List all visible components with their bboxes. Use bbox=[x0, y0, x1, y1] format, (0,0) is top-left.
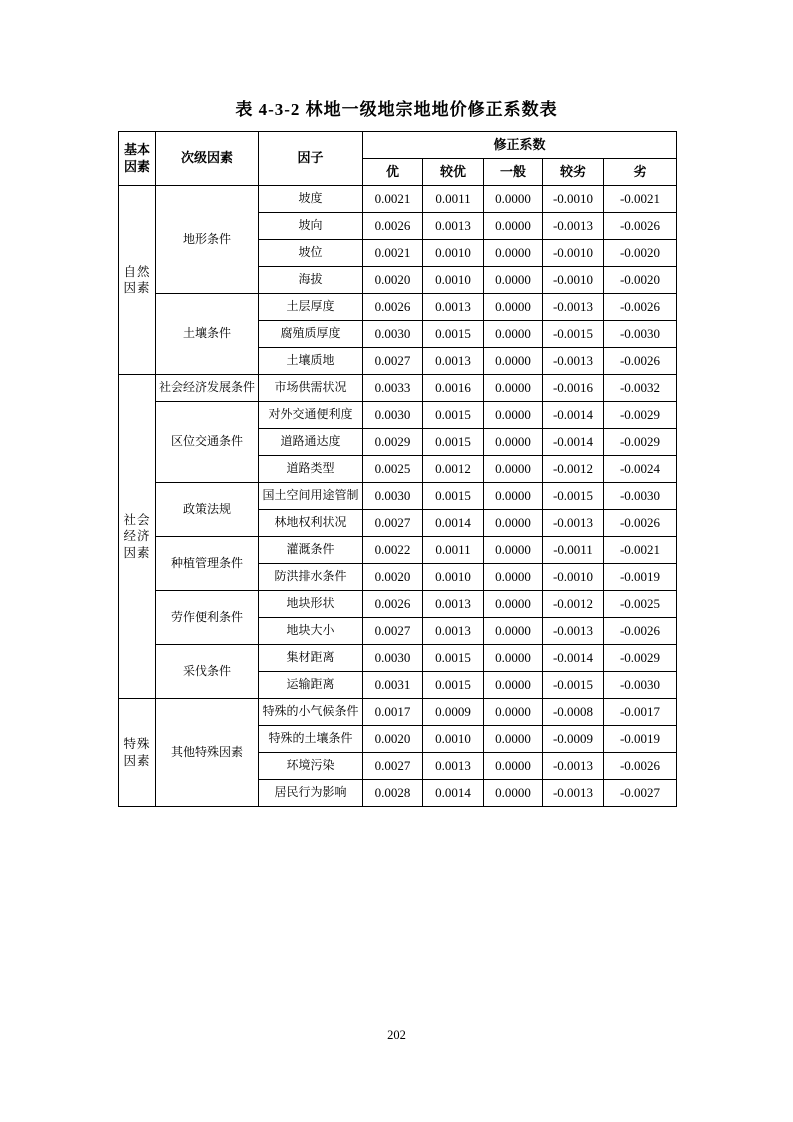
coefficient-value-cell: 0.0000 bbox=[484, 699, 543, 726]
coefficient-value-cell: -0.0029 bbox=[604, 645, 677, 672]
coefficient-value-cell: 0.0000 bbox=[484, 483, 543, 510]
secondary-factor-cell: 区位交通条件 bbox=[156, 402, 259, 483]
coefficient-value-cell: -0.0030 bbox=[604, 672, 677, 699]
coefficient-value-cell: 0.0011 bbox=[423, 186, 484, 213]
coefficient-value-cell: -0.0026 bbox=[604, 294, 677, 321]
coefficient-value-cell: 0.0000 bbox=[484, 213, 543, 240]
factor-cell: 林地权利状况 bbox=[259, 510, 363, 537]
factor-cell: 灌溉条件 bbox=[259, 537, 363, 564]
coefficient-value-cell: -0.0010 bbox=[543, 240, 604, 267]
coefficient-value-cell: 0.0000 bbox=[484, 429, 543, 456]
coefficient-value-cell: 0.0011 bbox=[423, 537, 484, 564]
coefficient-value-cell: -0.0026 bbox=[604, 753, 677, 780]
coefficient-value-cell: 0.0000 bbox=[484, 186, 543, 213]
secondary-factor-cell: 采伐条件 bbox=[156, 645, 259, 699]
coefficient-value-cell: -0.0015 bbox=[543, 483, 604, 510]
coefficient-value-cell: 0.0000 bbox=[484, 375, 543, 402]
coefficient-value-cell: -0.0020 bbox=[604, 240, 677, 267]
factor-cell: 国土空间用途管制 bbox=[259, 483, 363, 510]
table-row bbox=[119, 645, 677, 672]
coefficient-value-cell: -0.0013 bbox=[543, 618, 604, 645]
coefficient-value-cell: -0.0024 bbox=[604, 456, 677, 483]
coefficient-value-cell: -0.0019 bbox=[604, 564, 677, 591]
coefficient-value-cell: -0.0013 bbox=[543, 510, 604, 537]
factor-cell: 防洪排水条件 bbox=[259, 564, 363, 591]
coefficient-value-cell: 0.0015 bbox=[423, 672, 484, 699]
factor-cell: 运输距离 bbox=[259, 672, 363, 699]
coefficient-value-cell: -0.0029 bbox=[604, 402, 677, 429]
coefficient-value-cell: 0.0020 bbox=[363, 267, 423, 294]
coefficient-value-cell: 0.0000 bbox=[484, 564, 543, 591]
coefficient-value-cell: 0.0028 bbox=[363, 780, 423, 807]
coefficient-value-cell: -0.0014 bbox=[543, 429, 604, 456]
coefficient-value-cell: 0.0000 bbox=[484, 591, 543, 618]
coefficient-value-cell: -0.0026 bbox=[604, 213, 677, 240]
coefficient-value-cell: 0.0013 bbox=[423, 618, 484, 645]
basic-factor-cell: 社会经济因素 bbox=[119, 375, 156, 699]
header-level-0: 优 bbox=[363, 159, 423, 186]
header-level-1: 较优 bbox=[423, 159, 484, 186]
coefficient-value-cell: 0.0013 bbox=[423, 753, 484, 780]
coefficient-value-cell: 0.0015 bbox=[423, 321, 484, 348]
table-row bbox=[119, 375, 677, 402]
coefficient-value-cell: -0.0016 bbox=[543, 375, 604, 402]
coefficient-value-cell: 0.0027 bbox=[363, 618, 423, 645]
coefficient-value-cell: 0.0010 bbox=[423, 726, 484, 753]
header-level-2: 一般 bbox=[484, 159, 543, 186]
coefficient-value-cell: -0.0021 bbox=[604, 537, 677, 564]
table-row bbox=[119, 294, 677, 321]
coefficient-value-cell: 0.0015 bbox=[423, 483, 484, 510]
coefficient-value-cell: 0.0010 bbox=[423, 267, 484, 294]
basic-factor-cell: 特殊因素 bbox=[119, 699, 156, 807]
coefficient-value-cell: 0.0021 bbox=[363, 186, 423, 213]
header-factor: 因子 bbox=[259, 132, 363, 186]
coefficient-value-cell: 0.0000 bbox=[484, 456, 543, 483]
coefficient-value-cell: -0.0026 bbox=[604, 618, 677, 645]
coefficient-value-cell: 0.0014 bbox=[423, 780, 484, 807]
factor-cell: 环境污染 bbox=[259, 753, 363, 780]
header-row-1 bbox=[119, 132, 677, 159]
coefficient-value-cell: -0.0026 bbox=[604, 348, 677, 375]
coefficient-value-cell: -0.0014 bbox=[543, 645, 604, 672]
table-row bbox=[119, 186, 677, 213]
coefficient-value-cell: -0.0014 bbox=[543, 402, 604, 429]
coefficient-value-cell: -0.0019 bbox=[604, 726, 677, 753]
coefficient-value-cell: 0.0021 bbox=[363, 240, 423, 267]
coefficient-value-cell: 0.0013 bbox=[423, 348, 484, 375]
table-row bbox=[119, 483, 677, 510]
factor-cell: 土壤质地 bbox=[259, 348, 363, 375]
coefficient-value-cell: 0.0000 bbox=[484, 267, 543, 294]
coefficient-value-cell: 0.0026 bbox=[363, 213, 423, 240]
header-level-3: 较劣 bbox=[543, 159, 604, 186]
factor-cell: 坡向 bbox=[259, 213, 363, 240]
coefficient-value-cell: 0.0026 bbox=[363, 294, 423, 321]
coefficient-value-cell: -0.0008 bbox=[543, 699, 604, 726]
coefficient-value-cell: 0.0013 bbox=[423, 591, 484, 618]
header-level-4: 劣 bbox=[604, 159, 677, 186]
coefficient-value-cell: 0.0027 bbox=[363, 510, 423, 537]
table-body bbox=[119, 186, 677, 807]
coefficient-value-cell: 0.0020 bbox=[363, 564, 423, 591]
coefficient-value-cell: 0.0025 bbox=[363, 456, 423, 483]
coefficient-value-cell: -0.0015 bbox=[543, 321, 604, 348]
basic-factor-cell: 自然因素 bbox=[119, 186, 156, 375]
factor-cell: 地块大小 bbox=[259, 618, 363, 645]
coefficient-value-cell: 0.0000 bbox=[484, 510, 543, 537]
coefficient-value-cell: 0.0029 bbox=[363, 429, 423, 456]
table-title: 表 4-3-2 林地一级地宗地地价修正系数表 bbox=[235, 100, 558, 119]
factor-cell: 腐殖质厚度 bbox=[259, 321, 363, 348]
coefficient-value-cell: 0.0027 bbox=[363, 753, 423, 780]
secondary-factor-cell: 社会经济发展条件 bbox=[156, 375, 259, 402]
coefficient-value-cell: 0.0030 bbox=[363, 483, 423, 510]
secondary-factor-cell: 土壤条件 bbox=[156, 294, 259, 375]
coefficient-value-cell: -0.0013 bbox=[543, 753, 604, 780]
coefficient-value-cell: 0.0030 bbox=[363, 402, 423, 429]
factor-cell: 特殊的土壤条件 bbox=[259, 726, 363, 753]
factor-cell: 坡度 bbox=[259, 186, 363, 213]
coefficient-value-cell: 0.0026 bbox=[363, 591, 423, 618]
table-row bbox=[119, 591, 677, 618]
coefficient-value-cell: -0.0032 bbox=[604, 375, 677, 402]
coefficient-value-cell: 0.0030 bbox=[363, 321, 423, 348]
factor-cell: 集材距离 bbox=[259, 645, 363, 672]
coefficient-value-cell: -0.0010 bbox=[543, 186, 604, 213]
coefficient-value-cell: -0.0012 bbox=[543, 591, 604, 618]
secondary-factor-cell: 劳作便利条件 bbox=[156, 591, 259, 645]
coefficient-value-cell: -0.0029 bbox=[604, 429, 677, 456]
coefficient-value-cell: -0.0011 bbox=[543, 537, 604, 564]
coefficient-value-cell: 0.0022 bbox=[363, 537, 423, 564]
coefficient-value-cell: -0.0017 bbox=[604, 699, 677, 726]
header-secondary-factor: 次级因素 bbox=[156, 132, 259, 186]
coefficient-value-cell: 0.0000 bbox=[484, 348, 543, 375]
coefficient-value-cell: 0.0013 bbox=[423, 213, 484, 240]
header-coefficient: 修正系数 bbox=[363, 132, 677, 159]
coefficient-value-cell: 0.0009 bbox=[423, 699, 484, 726]
coefficient-value-cell: 0.0013 bbox=[423, 294, 484, 321]
factor-cell: 市场供需状况 bbox=[259, 375, 363, 402]
factor-cell: 坡位 bbox=[259, 240, 363, 267]
coefficient-value-cell: 0.0000 bbox=[484, 618, 543, 645]
coefficient-value-cell: -0.0010 bbox=[543, 564, 604, 591]
coefficient-value-cell: 0.0000 bbox=[484, 780, 543, 807]
coefficient-value-cell: -0.0030 bbox=[604, 321, 677, 348]
coefficient-value-cell: -0.0030 bbox=[604, 483, 677, 510]
coefficient-value-cell: 0.0000 bbox=[484, 321, 543, 348]
coefficient-value-cell: 0.0000 bbox=[484, 726, 543, 753]
coefficient-value-cell: 0.0000 bbox=[484, 402, 543, 429]
coefficient-value-cell: 0.0027 bbox=[363, 348, 423, 375]
coefficient-value-cell: -0.0013 bbox=[543, 780, 604, 807]
coefficient-value-cell: 0.0000 bbox=[484, 753, 543, 780]
coefficient-value-cell: 0.0000 bbox=[484, 294, 543, 321]
coefficient-value-cell: 0.0012 bbox=[423, 456, 484, 483]
factor-cell: 对外交通便利度 bbox=[259, 402, 363, 429]
table-header bbox=[119, 132, 677, 186]
coefficient-value-cell: -0.0012 bbox=[543, 456, 604, 483]
coefficient-value-cell: 0.0015 bbox=[423, 402, 484, 429]
table-row bbox=[119, 699, 677, 726]
factor-cell: 居民行为影响 bbox=[259, 780, 363, 807]
table-row bbox=[119, 537, 677, 564]
coefficient-value-cell: 0.0010 bbox=[423, 240, 484, 267]
coefficient-value-cell: -0.0009 bbox=[543, 726, 604, 753]
coefficient-value-cell: 0.0000 bbox=[484, 672, 543, 699]
coefficient-value-cell: 0.0033 bbox=[363, 375, 423, 402]
coefficient-value-cell: 0.0010 bbox=[423, 564, 484, 591]
coefficient-value-cell: 0.0015 bbox=[423, 645, 484, 672]
factor-cell: 道路类型 bbox=[259, 456, 363, 483]
secondary-factor-cell: 地形条件 bbox=[156, 186, 259, 294]
coefficient-value-cell: 0.0016 bbox=[423, 375, 484, 402]
coefficient-value-cell: 0.0015 bbox=[423, 429, 484, 456]
page-number: 202 bbox=[387, 1028, 406, 1042]
coefficient-value-cell: -0.0020 bbox=[604, 267, 677, 294]
coefficient-value-cell: -0.0013 bbox=[543, 213, 604, 240]
coefficient-value-cell: 0.0000 bbox=[484, 240, 543, 267]
secondary-factor-cell: 政策法规 bbox=[156, 483, 259, 537]
coefficient-value-cell: 0.0014 bbox=[423, 510, 484, 537]
coefficient-value-cell: -0.0013 bbox=[543, 348, 604, 375]
secondary-factor-cell: 种植管理条件 bbox=[156, 537, 259, 591]
factor-cell: 海拔 bbox=[259, 267, 363, 294]
table-row bbox=[119, 402, 677, 429]
coefficient-value-cell: -0.0021 bbox=[604, 186, 677, 213]
coefficient-table bbox=[118, 131, 677, 807]
coefficient-value-cell: -0.0025 bbox=[604, 591, 677, 618]
factor-cell: 道路通达度 bbox=[259, 429, 363, 456]
coefficient-value-cell: -0.0010 bbox=[543, 267, 604, 294]
factor-cell: 地块形状 bbox=[259, 591, 363, 618]
coefficient-value-cell: 0.0020 bbox=[363, 726, 423, 753]
coefficient-value-cell: 0.0031 bbox=[363, 672, 423, 699]
factor-cell: 土层厚度 bbox=[259, 294, 363, 321]
header-basic-factor: 基本因素 bbox=[119, 132, 156, 186]
coefficient-value-cell: -0.0013 bbox=[543, 294, 604, 321]
coefficient-value-cell: 0.0017 bbox=[363, 699, 423, 726]
factor-cell: 特殊的小气候条件 bbox=[259, 699, 363, 726]
coefficient-value-cell: -0.0027 bbox=[604, 780, 677, 807]
coefficient-value-cell: 0.0030 bbox=[363, 645, 423, 672]
coefficient-value-cell: -0.0015 bbox=[543, 672, 604, 699]
secondary-factor-cell: 其他特殊因素 bbox=[156, 699, 259, 807]
coefficient-value-cell: 0.0000 bbox=[484, 645, 543, 672]
coefficient-value-cell: 0.0000 bbox=[484, 537, 543, 564]
coefficient-value-cell: -0.0026 bbox=[604, 510, 677, 537]
